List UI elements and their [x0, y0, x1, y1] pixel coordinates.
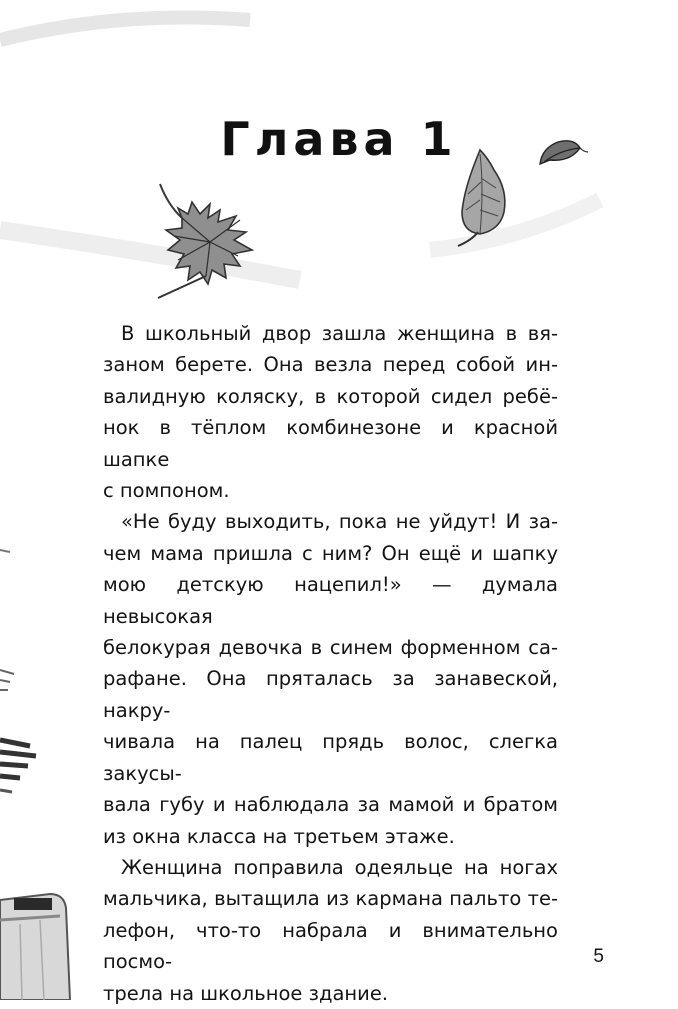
text-line: белокурая девочка в синем форменном са- [103, 636, 558, 660]
text-line: чивала на палец прядь волос, слегка закусы- [103, 730, 558, 785]
page-number: 5 [593, 946, 604, 967]
paragraph-1 [103, 318, 558, 506]
birch-leaf-icon [450, 148, 520, 250]
text-line: из окна класса на третьем этаже. [103, 824, 455, 848]
body-text [103, 318, 558, 1009]
text-line: Женщина поправила одеяльце на ногах [121, 855, 558, 879]
paragraph-3 [103, 852, 558, 1009]
text-line: с помпоном. [103, 479, 230, 503]
small-leaf-icon [536, 134, 592, 170]
text-line: вала губу и наблюдала за мамой и братом [103, 793, 558, 817]
text-line: валидную коляску, в которой сидел ребё- [103, 384, 558, 408]
text-line: нок в тёплом комбинезоне и красной шапке [103, 416, 558, 471]
text-line: мальчика, вытащила из кармана пальто те- [103, 887, 558, 911]
text-line: В школьный двор зашла женщина в вя- [121, 322, 558, 345]
text-line: лефон, что-то набрала и внимательно посмо- [103, 918, 558, 974]
text-line: чем мама пришла с ним? Он ещё и шапку [103, 541, 558, 565]
maple-leaf-icon [148, 180, 278, 302]
text-line: трела на школьное здание. [103, 981, 389, 1005]
suitcase-sketch [0, 880, 80, 1000]
text-line: рафане. Она пряталась за занавеской, накру- [103, 667, 558, 722]
chapter-title: Глава 1 [220, 112, 458, 166]
text-line: мою детскую нацепил!» — думала невысокая [103, 573, 558, 628]
paragraph-2 [103, 506, 558, 851]
text-line: «Не буду выходить, пока не уйдут! И за- [121, 510, 558, 534]
text-line: заном берете. Она везла перед собой ин- [103, 353, 558, 377]
